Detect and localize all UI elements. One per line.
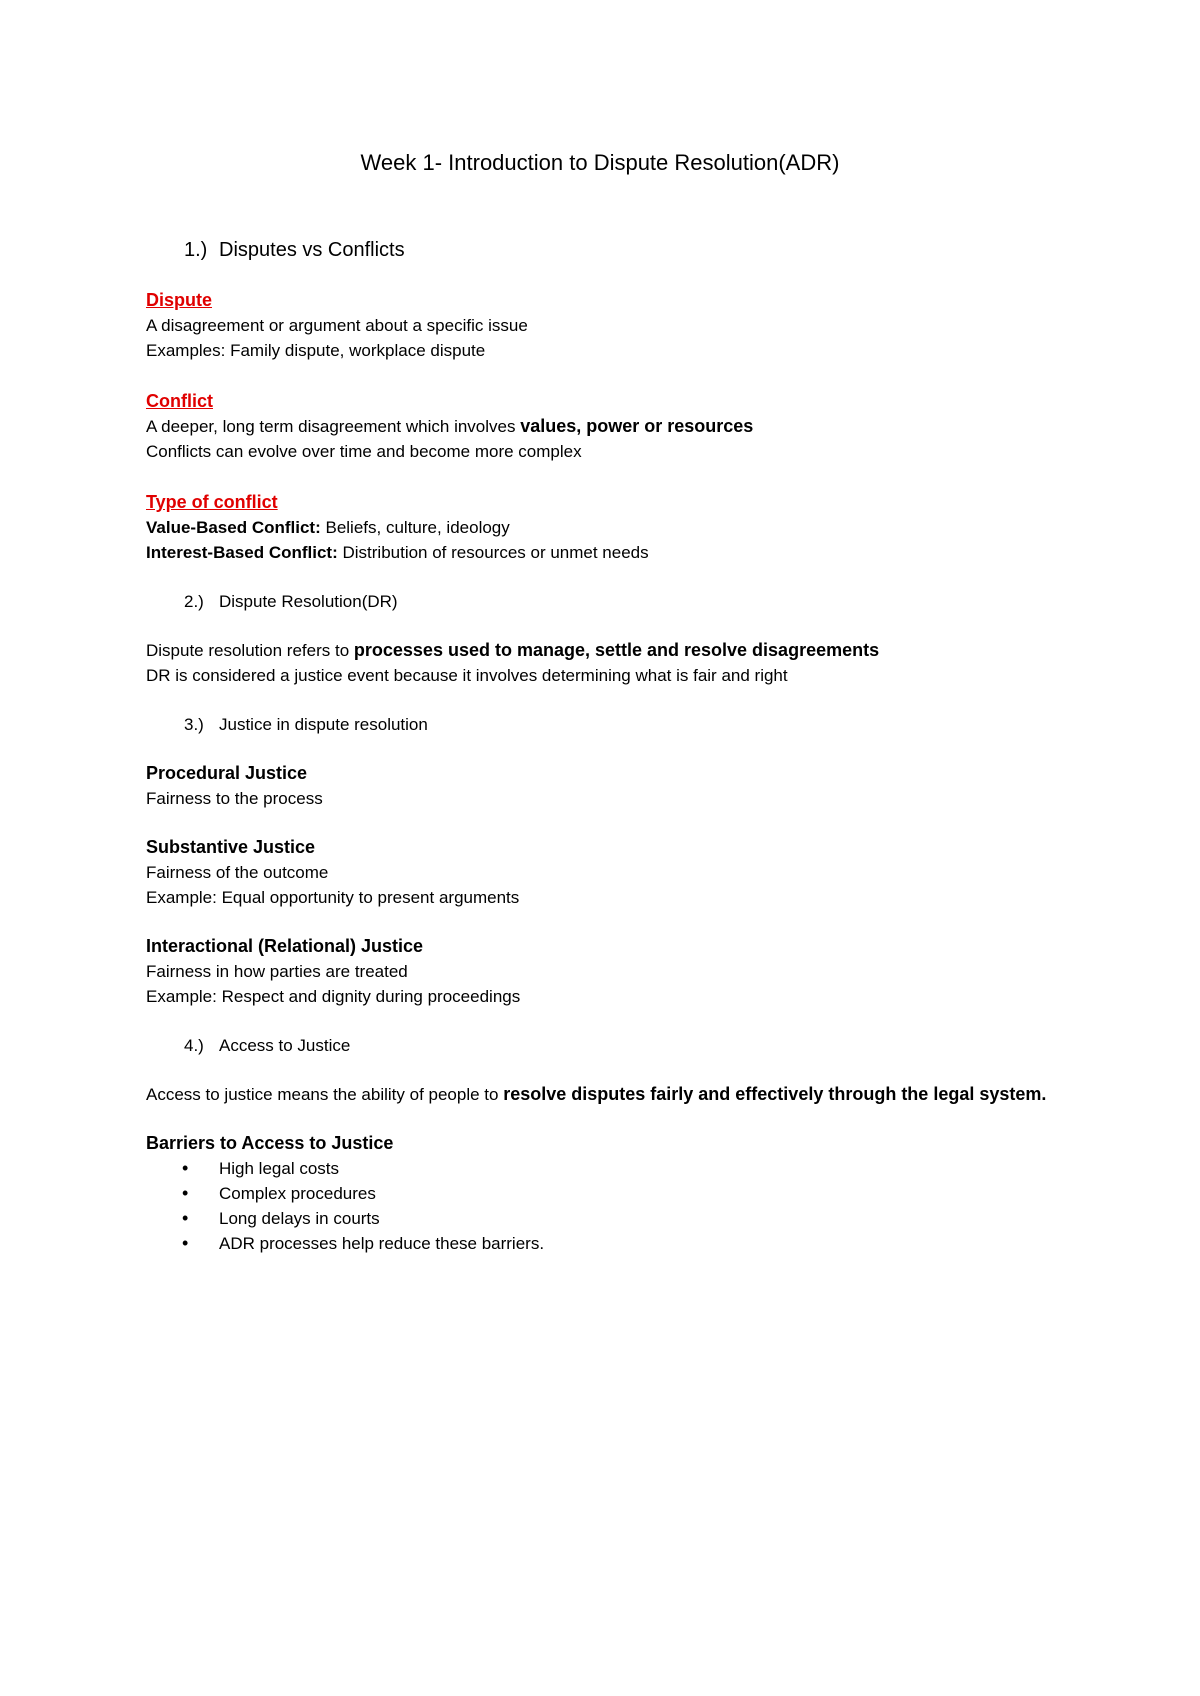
barriers-heading: Barriers to Access to Justice	[146, 1133, 394, 1153]
section-4-number: 4.)	[184, 1036, 204, 1055]
substantive-justice-example: Example: Equal opportunity to present arguments	[146, 888, 520, 907]
section-4-heading	[146, 1033, 1066, 1058]
list-item: • Complex procedures	[146, 1181, 1066, 1206]
section-2-number: 2.)	[184, 592, 204, 611]
dispute-heading: Dispute	[146, 290, 213, 310]
conflict-types-heading: Type of conflict	[146, 492, 278, 512]
interactional-justice-example: Example: Respect and dignity during proceedings	[146, 987, 521, 1006]
conflict-definition-text: A deeper, long term disagreement which involves	[146, 417, 521, 436]
interactional-justice-text: Fairness in how parties are treated	[146, 962, 408, 981]
procedural-justice-text: Fairness to the process	[146, 789, 323, 808]
section-3-number: 3.)	[184, 715, 204, 734]
list-item: • ADR processes help reduce these barriers.	[146, 1231, 1066, 1256]
conflict-definition-bold: values, power or resources	[520, 416, 754, 436]
procedural-justice-heading: Procedural Justice	[146, 763, 308, 783]
value-based-text: Beliefs, culture, ideology	[320, 518, 510, 537]
section-2-heading	[146, 589, 1066, 614]
interest-based-conflict	[146, 540, 1066, 565]
section-3-title: Justice in dispute resolution	[219, 715, 428, 734]
substantive-justice-heading: Substantive Justice	[146, 837, 316, 857]
dispute-resolution-definition	[146, 638, 1066, 663]
access-definition-text: Access to justice means the ability of people to	[146, 1085, 504, 1104]
section-3-heading	[146, 712, 1066, 737]
dr-definition-bold: processes used to manage, settle and resolve disagreements	[353, 640, 880, 660]
dispute-definition: A disagreement or argument about a specific issue	[146, 316, 528, 335]
value-based-label: Value-Based Conflict:	[146, 518, 321, 537]
list-item: • High legal costs	[146, 1156, 1066, 1181]
conflict-heading: Conflict	[146, 391, 213, 411]
dr-justice-event: DR is considered a justice event because it involves determining what is fair and right	[146, 666, 788, 685]
section-1-heading	[146, 236, 1066, 264]
document-body	[146, 236, 1066, 1256]
list-item: • Long delays in courts	[146, 1206, 1066, 1231]
section-1-number: 1.)	[184, 239, 208, 261]
section-4-title: Access to Justice	[219, 1036, 351, 1055]
section-2-title: Dispute Resolution(DR)	[219, 592, 398, 611]
access-definition-bold: resolve disputes fairly and effectively through the legal system.	[503, 1084, 1047, 1104]
barriers-list	[146, 1156, 1066, 1256]
dispute-examples: Examples: Family dispute, workplace dispute	[146, 341, 486, 360]
conflict-evolution: Conflicts can evolve over time and become more complex	[146, 442, 582, 461]
interest-based-text: Distribution of resources or unmet needs	[337, 543, 649, 562]
conflict-definition	[146, 414, 1066, 439]
page-title: Week 1- Introduction to Dispute Resolution(ADR)	[360, 150, 840, 175]
access-to-justice-definition	[146, 1082, 1066, 1107]
interest-based-label: Interest-Based Conflict:	[146, 543, 338, 562]
section-1-title: Disputes vs Conflicts	[219, 239, 405, 261]
value-based-conflict	[146, 515, 1066, 540]
substantive-justice-text: Fairness of the outcome	[146, 863, 329, 882]
dr-definition-text: Dispute resolution refers to	[146, 641, 354, 660]
interactional-justice-heading: Interactional (Relational) Justice	[146, 936, 424, 956]
